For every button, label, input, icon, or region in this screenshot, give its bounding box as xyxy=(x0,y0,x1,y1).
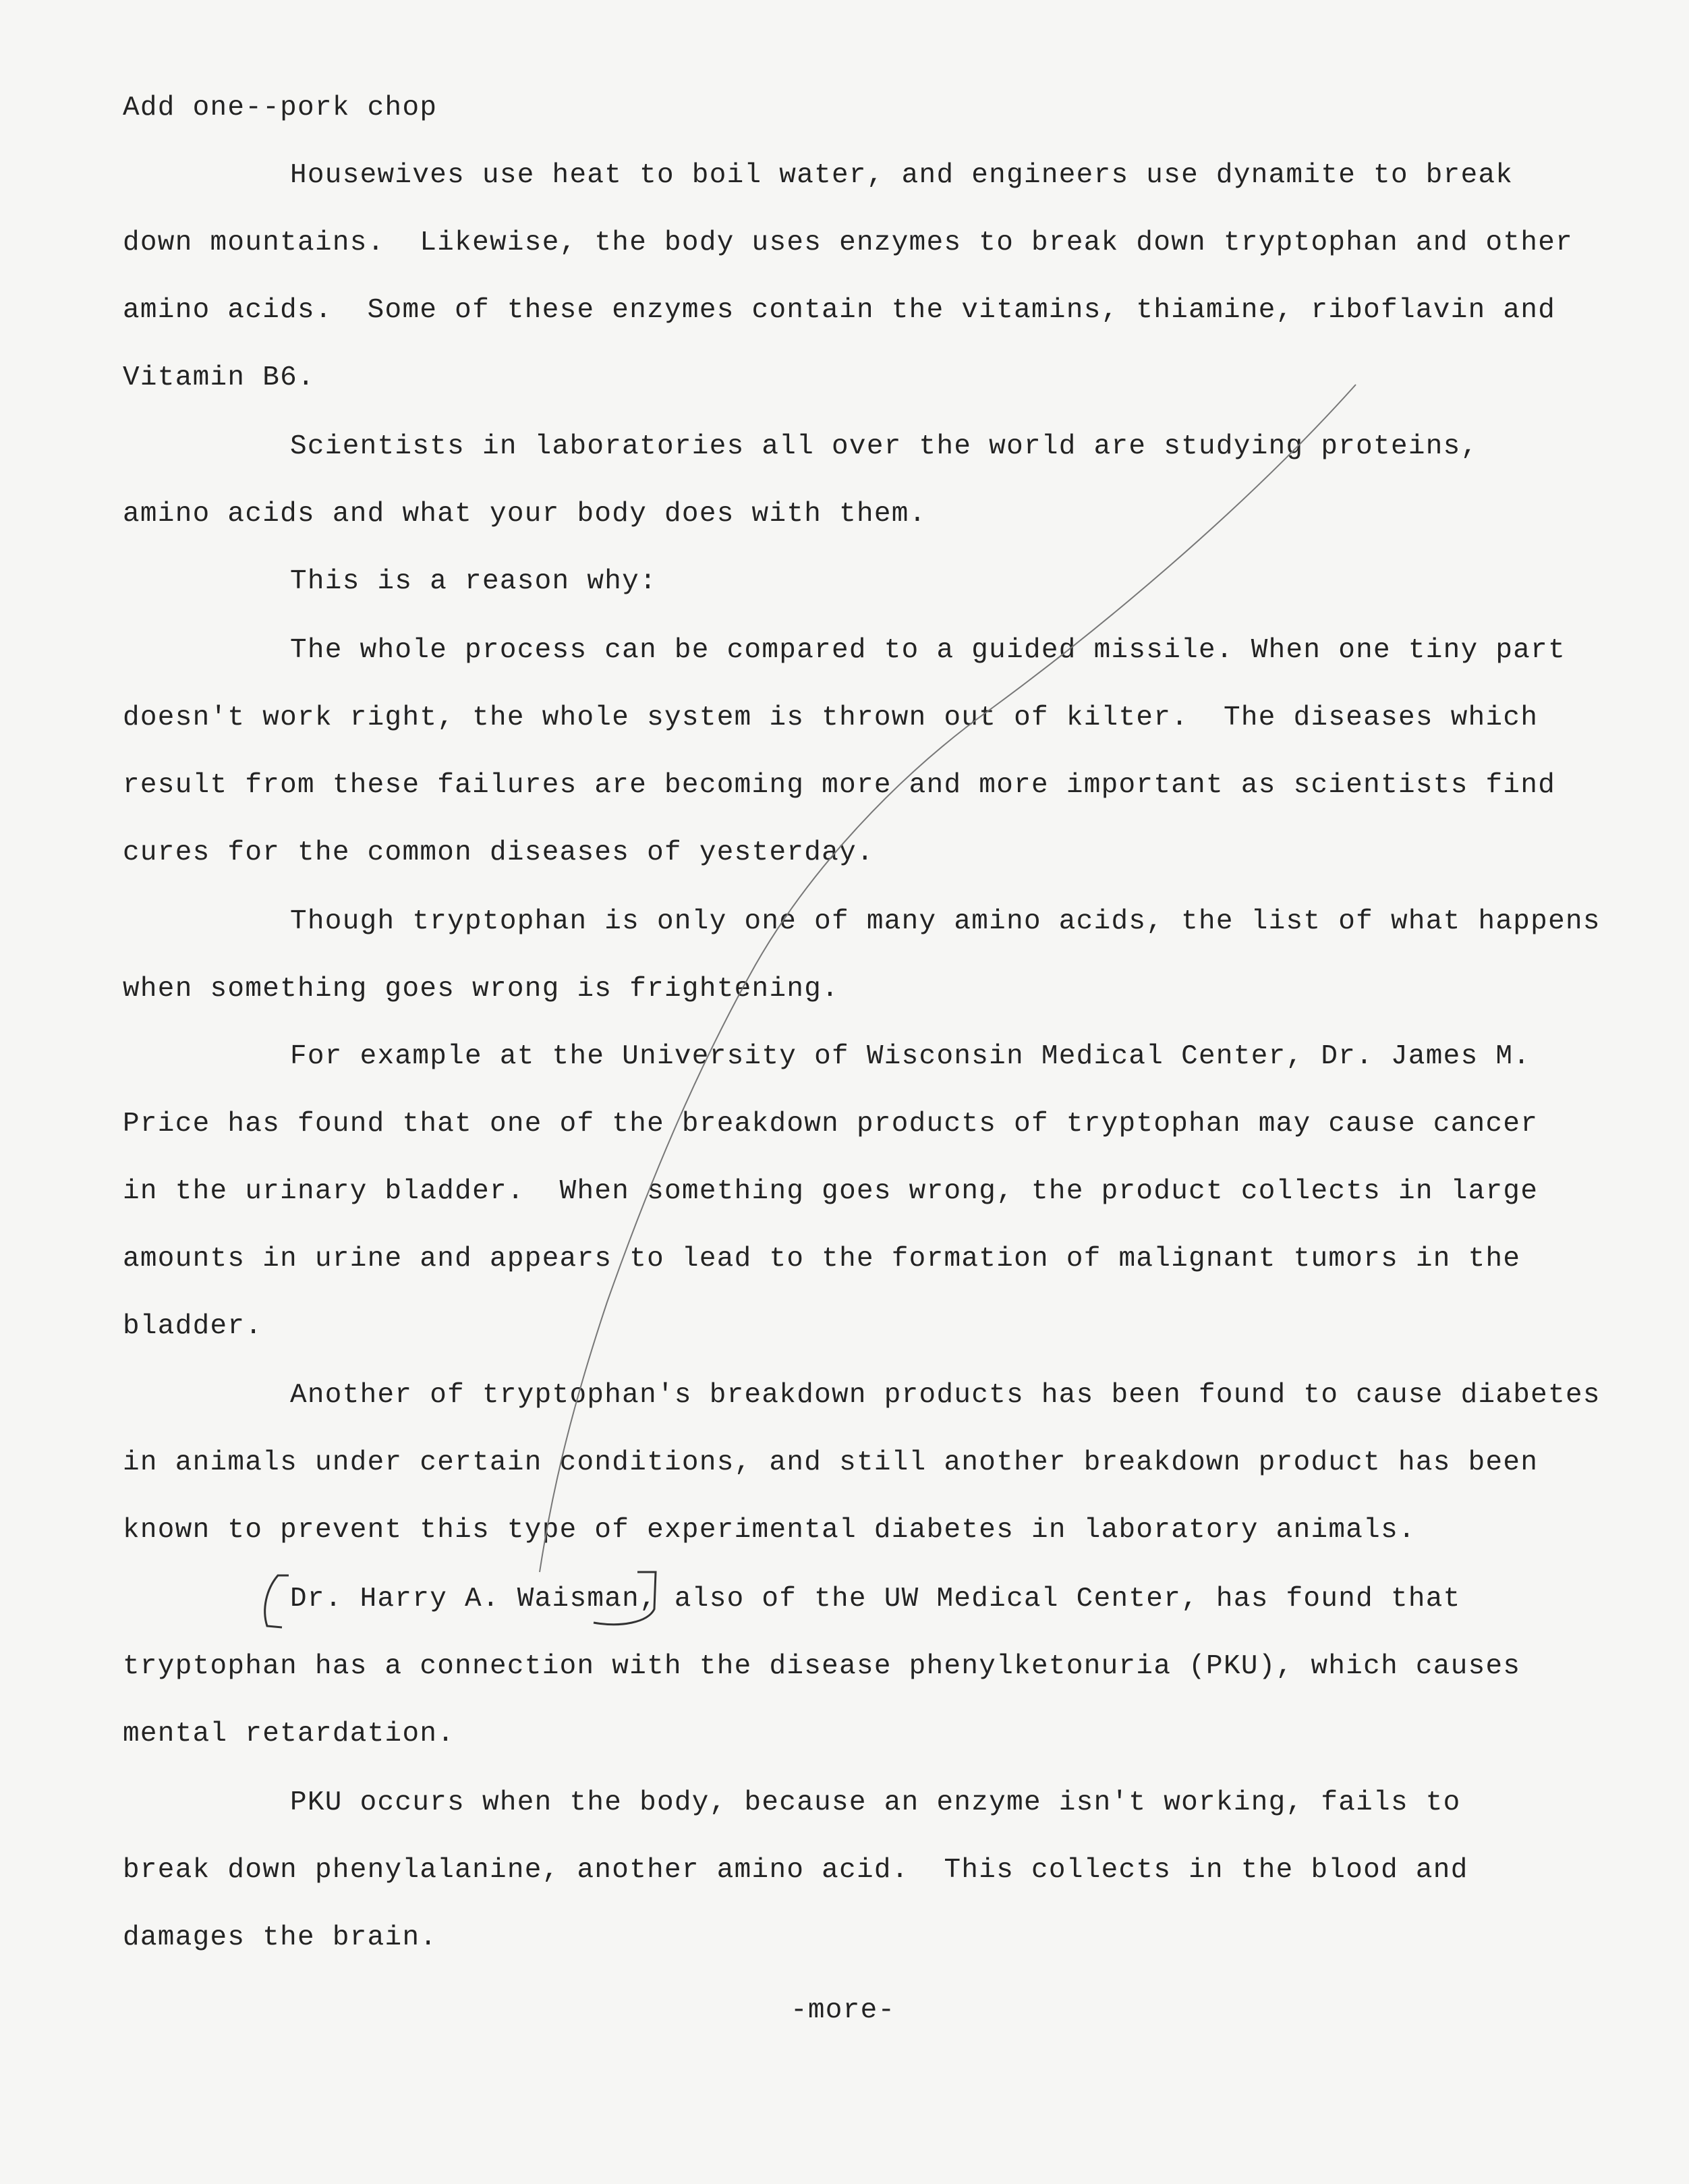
line-2: down mountains. Likewise, the body uses enzymes to break down tryptophan and other xyxy=(123,227,1574,258)
line-22: Dr. Harry A. Waisman, also of the UW Medical Center, has found that xyxy=(290,1584,1461,1615)
line-3: amino acids. Some of these enzymes contain the vitamins, thiamine, riboflavin and xyxy=(123,295,1556,326)
line-1: Housewives use heat to boil water, and engineers use dynamite to break xyxy=(290,160,1514,191)
line-16: in the urinary bladder. When something goes wrong, the product collects in large xyxy=(123,1176,1539,1207)
line-25: PKU occurs when the body, because an enzyme isn't working, fails to xyxy=(290,1787,1461,1818)
line-12: Though tryptophan is only one of many amino acids, the list of what happens xyxy=(290,906,1601,937)
line-9: doesn't work right, the whole system is thrown out of kilter. The diseases which xyxy=(123,702,1539,733)
line-10: result from these failures are becoming more and more important as scientists find xyxy=(123,770,1556,801)
line-24: mental retardation. xyxy=(123,1718,455,1749)
line-11: cures for the common diseases of yesterday. xyxy=(123,837,874,868)
line-8: The whole process can be compared to a guided missile. When one tiny part xyxy=(290,635,1566,666)
line-17: amounts in urine and appears to lead to the formation of malignant tumors in the xyxy=(123,1243,1521,1275)
line-26: break down phenylalanine, another amino acid. This collects in the blood and xyxy=(123,1855,1468,1886)
heading: Add one--pork chop xyxy=(123,92,438,123)
line-21: known to prevent this type of experimental diabetes in laboratory animals. xyxy=(123,1515,1416,1546)
footer-more: -more- xyxy=(791,1995,896,2026)
line-27: damages the brain. xyxy=(123,1922,438,1953)
line-14: For example at the University of Wisconsin Medical Center, Dr. James M. xyxy=(290,1041,1531,1072)
line-13: when something goes wrong is frightening. xyxy=(123,974,840,1005)
line-4: Vitamin B6. xyxy=(123,362,315,393)
line-20: in animals under certain conditions, and still another breakdown product has been xyxy=(123,1447,1539,1478)
line-7: This is a reason why: xyxy=(290,566,657,597)
line-23: tryptophan has a connection with the disease phenylketonuria (PKU), which causes xyxy=(123,1651,1521,1682)
line-18: bladder. xyxy=(123,1311,263,1342)
line-15: Price has found that one of the breakdown products of tryptophan may cause cancer xyxy=(123,1109,1539,1140)
open-bracket-mark xyxy=(265,1575,289,1627)
line-5: Scientists in laboratories all over the world are studying proteins, xyxy=(290,431,1479,462)
line-6: amino acids and what your body does with them. xyxy=(123,499,927,530)
line-19: Another of tryptophan's breakdown products has been found to cause diabetes xyxy=(290,1380,1601,1411)
